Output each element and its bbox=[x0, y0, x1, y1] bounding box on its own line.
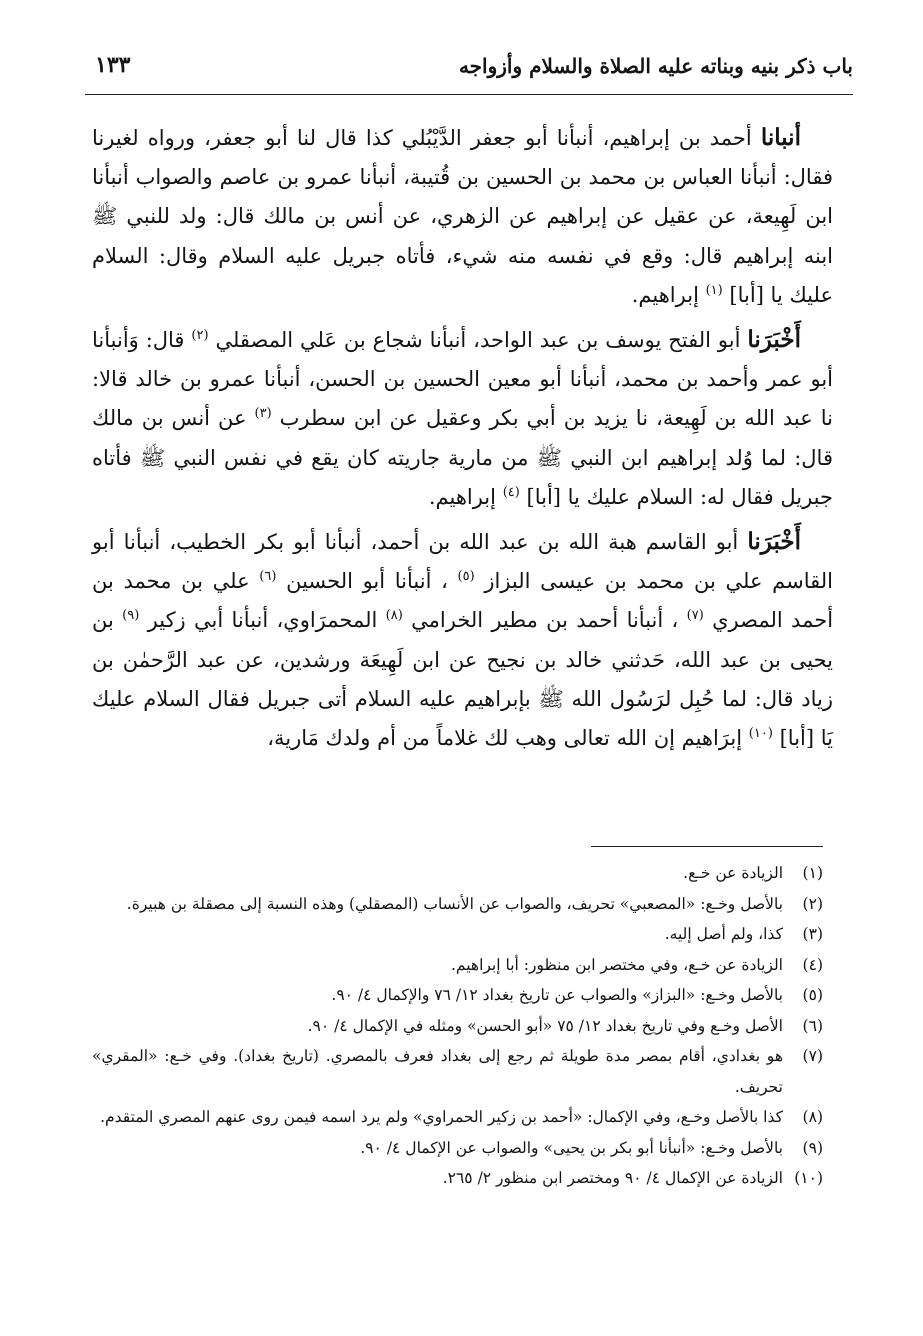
footnote-text: كذا بالأصل وخـع، وفي الإكمال: «أحمد بن زكير الحمراوي» ولم يرد اسمه فيمن روى عنهم المصري المتقدم. bbox=[100, 1108, 783, 1126]
footnote bbox=[92, 1133, 823, 1164]
footnote-text: بالأصل وخـع: «البزاز» والصواب عن تاريخ بغداد ١٢/ ٧٦ والإكمال ٤/ ٩٠. bbox=[331, 986, 783, 1004]
page-header bbox=[95, 52, 853, 78]
footnote bbox=[92, 1011, 823, 1042]
footnote-ref: (٣) bbox=[254, 406, 272, 422]
footnote bbox=[92, 919, 823, 950]
footnote-text: هو بغدادي، أقام بمصر مدة طويلة ثم رجع إلى بغداد فعرف بالمصري. (تاريخ بغداد). وفي خـع: «المقري» تحريف. bbox=[92, 1047, 783, 1096]
paragraph-text: ، أنبأنا أبو الحسين bbox=[286, 569, 448, 594]
footnote-number: (٦) bbox=[802, 1016, 823, 1035]
footnote-text: كذا، ولم أصل إليه. bbox=[664, 925, 783, 943]
paragraph-lead: أَخْبَرَنا bbox=[747, 528, 801, 556]
footnote-ref: (٧) bbox=[686, 608, 704, 624]
footnote-number: (٧) bbox=[802, 1047, 823, 1065]
footnote-number: (٢) bbox=[802, 894, 823, 913]
footnote-ref: (١) bbox=[705, 282, 723, 298]
footnote-separator bbox=[591, 846, 823, 847]
footnote bbox=[92, 1041, 823, 1102]
paragraph bbox=[92, 118, 833, 315]
footnote-number: (٩) bbox=[802, 1138, 823, 1157]
paragraph-text: قال: وَأنبأنا أبو عمر وأحمد بن محمد، أنبأنا أبو معين الحسين بن الحسن، أنبأنا عمرو بن خالد قالا: نا عبد الله بن لَهِيعة، نا يزيد بن أبي بكر وعقيل عن ابن سطرب bbox=[92, 328, 833, 431]
paragraph-text: إبراهيم. bbox=[631, 282, 699, 307]
footnote-ref: (٥) bbox=[457, 569, 475, 585]
footnote-text: الأصل وخـع وفي تاريخ بغداد ١٢/ ٧٥ «أبو الحسن» ومثله في الإكمال ٤/ ٩٠. bbox=[307, 1016, 783, 1035]
footnote bbox=[92, 1163, 823, 1194]
paragraph-lead: أَخْبَرَنا bbox=[747, 326, 801, 354]
footnote-text: بالأصل وخـع: «أنبأنا أبو بكر بن يحيى» والصواب عن الإكمال ٤/ ٩٠. bbox=[360, 1138, 783, 1157]
footnote-ref: (٤) bbox=[502, 484, 520, 500]
header-rule bbox=[85, 94, 853, 95]
paragraph bbox=[92, 320, 833, 517]
paragraph-text: علي بن محمد بن أحمد المصري bbox=[92, 569, 834, 633]
footnote-ref: (٨) bbox=[385, 608, 403, 624]
footnote-text: الزيادة عن الإكمال ٤/ ٩٠ ومختصر ابن منظور ٢/ ٢٦٥. bbox=[442, 1169, 783, 1187]
main-text bbox=[92, 118, 833, 763]
footnote-number: (١) bbox=[802, 864, 823, 882]
footnote-ref: (٢) bbox=[191, 328, 209, 344]
footnote bbox=[92, 889, 823, 920]
footnote-ref: (١٠) bbox=[748, 726, 773, 742]
footnote-text: الزيادة عن خـع. bbox=[683, 864, 783, 882]
page-number: ١٣٣ bbox=[95, 52, 131, 78]
paragraph-text: ، أنبأنا أحمد بن مطير الخرامي bbox=[411, 608, 679, 633]
footnote-ref: (٦) bbox=[259, 569, 277, 585]
paragraph-text: إبرَاهيم إن الله تعالى وهب لك غلاماً من أم ولدك مَارية، bbox=[267, 726, 743, 751]
paragraph-text: بن يحيى بن عبد الله، حَدثني خالد بن نجيح عن ابن لَهِيعَة ورشدين، عن عبد الرَّحمٰن بن زياد قال: لما حُبِل لرَسُول الله ﷺ بإبراهيم عليه السلام أتى جبريل فقال السلام عليك يَا [أبا] bbox=[92, 608, 833, 751]
footnote-text: الزيادة عن خـع، وفي مختصر ابن منظور: أبا إبراهيم. bbox=[450, 955, 783, 974]
paragraph-lead: أنبانا bbox=[760, 124, 801, 151]
footnote-number: (٥) bbox=[802, 986, 823, 1004]
footnote bbox=[92, 950, 823, 981]
paragraph-text: أحمد بن إبراهيم، أنبأنا أبو جعفر الدَّيْبُلي كذا قال لنا أبو جعفر، ورواه لغيرنا فقال: أنبأنا العباس بن محمد بن الحسين بن قُتيبة، أنبأنا عمرو بن عاصم والصواب أنبأنا ابن لَهِيعة، عن عقيل عن إبراهيم عن الزهري، عن أنس بن مالك قال: ولد للنبي ﷺ ابنه إبراهيم قال: وقع في نفسه منه شيء، فأتاه جبريل عليه السلام وقال: السلام عليك يا [أبا] bbox=[92, 126, 833, 307]
footnote bbox=[92, 858, 823, 889]
paragraph-text: المحمرَاوي، أنبأنا أبي زكير bbox=[147, 608, 378, 633]
paragraph-text: إبراهيم. bbox=[428, 484, 496, 509]
paragraph-text: أبو الفتح يوسف بن عبد الواحد، أنبأنا شجاع بن عَلي المصقلي bbox=[215, 328, 741, 353]
footnote bbox=[92, 980, 823, 1011]
footnote-number: (٤) bbox=[802, 955, 823, 974]
footnote bbox=[92, 1102, 823, 1133]
footnote-number: (١٠) bbox=[794, 1169, 823, 1187]
paragraph-text: عن أنس بن مالك قال: لما وُلد إبراهيم ابن النبي ﷺ من مارية جاريته كان يقع في نفس النبي ﷺ فأتاه جبريل فقال له: السلام عليك يا [أبا] bbox=[92, 406, 833, 509]
footnote-number: (٣) bbox=[802, 925, 823, 943]
footnotes bbox=[92, 858, 823, 1194]
paragraph-text: أبو القاسم هبة الله بن عبد الله بن أحمد، أنبأنا أبو بكر الخطيب، أنبأنا أبو القاسم علي بن محمد بن عيسى البزاز bbox=[92, 530, 833, 594]
running-title: باب ذكر بنيه وبناته عليه الصلاة والسلام وأزواجه bbox=[458, 54, 853, 78]
paragraph bbox=[92, 522, 833, 758]
footnote-number: (٨) bbox=[802, 1108, 823, 1126]
footnote-text: بالأصل وخـع: «المصعبي» تحريف، والصواب عن الأنساب (المصقلي) وهذه النسبة إلى مصقلة بن هبيرة. bbox=[126, 894, 783, 913]
footnote-ref: (٩) bbox=[122, 608, 140, 624]
